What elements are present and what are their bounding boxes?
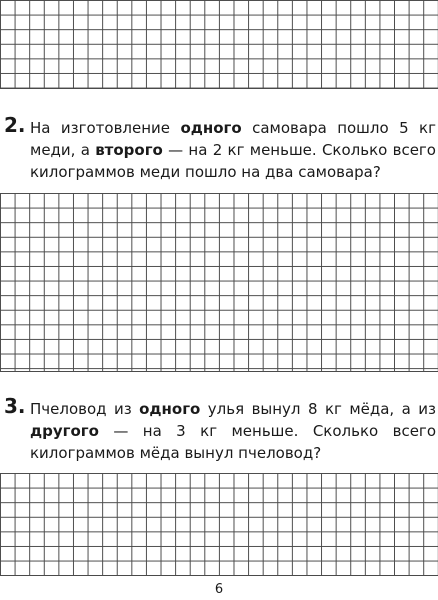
- task-3: [4, 394, 436, 464]
- task-text-bold-segment: второго: [95, 141, 163, 159]
- task-text-bold-segment: другого: [30, 422, 99, 440]
- task-text-segment: улья вынул 8 кг мёда, а из: [200, 400, 436, 418]
- task-text-bold-segment: одного: [180, 119, 242, 137]
- task-number: 3.: [4, 394, 26, 418]
- task-2: [4, 113, 436, 183]
- page-number: 6: [214, 582, 224, 597]
- task-text-segment: Пчеловод из: [30, 400, 140, 418]
- answer-grid-top: [0, 0, 438, 89]
- task-text-segment: — на 2 кг меньше. Сколько всего килограммов меди пошло на два самовара?: [30, 141, 436, 181]
- answer-grid-task-2: [0, 193, 438, 372]
- task-text-bold-segment: одного: [139, 400, 201, 418]
- task-text: [30, 117, 436, 183]
- task-text: [30, 398, 436, 464]
- answer-grid-task-3: [0, 473, 438, 576]
- task-number: 2.: [4, 113, 26, 137]
- task-text-segment: На изготовление: [30, 119, 181, 137]
- task-text-segment: самовара пошло 5 кг меди, а: [30, 119, 436, 159]
- task-text-segment: — на 3 кг меньше. Сколько всего килограммов мёда вынул пчеловод?: [30, 422, 436, 462]
